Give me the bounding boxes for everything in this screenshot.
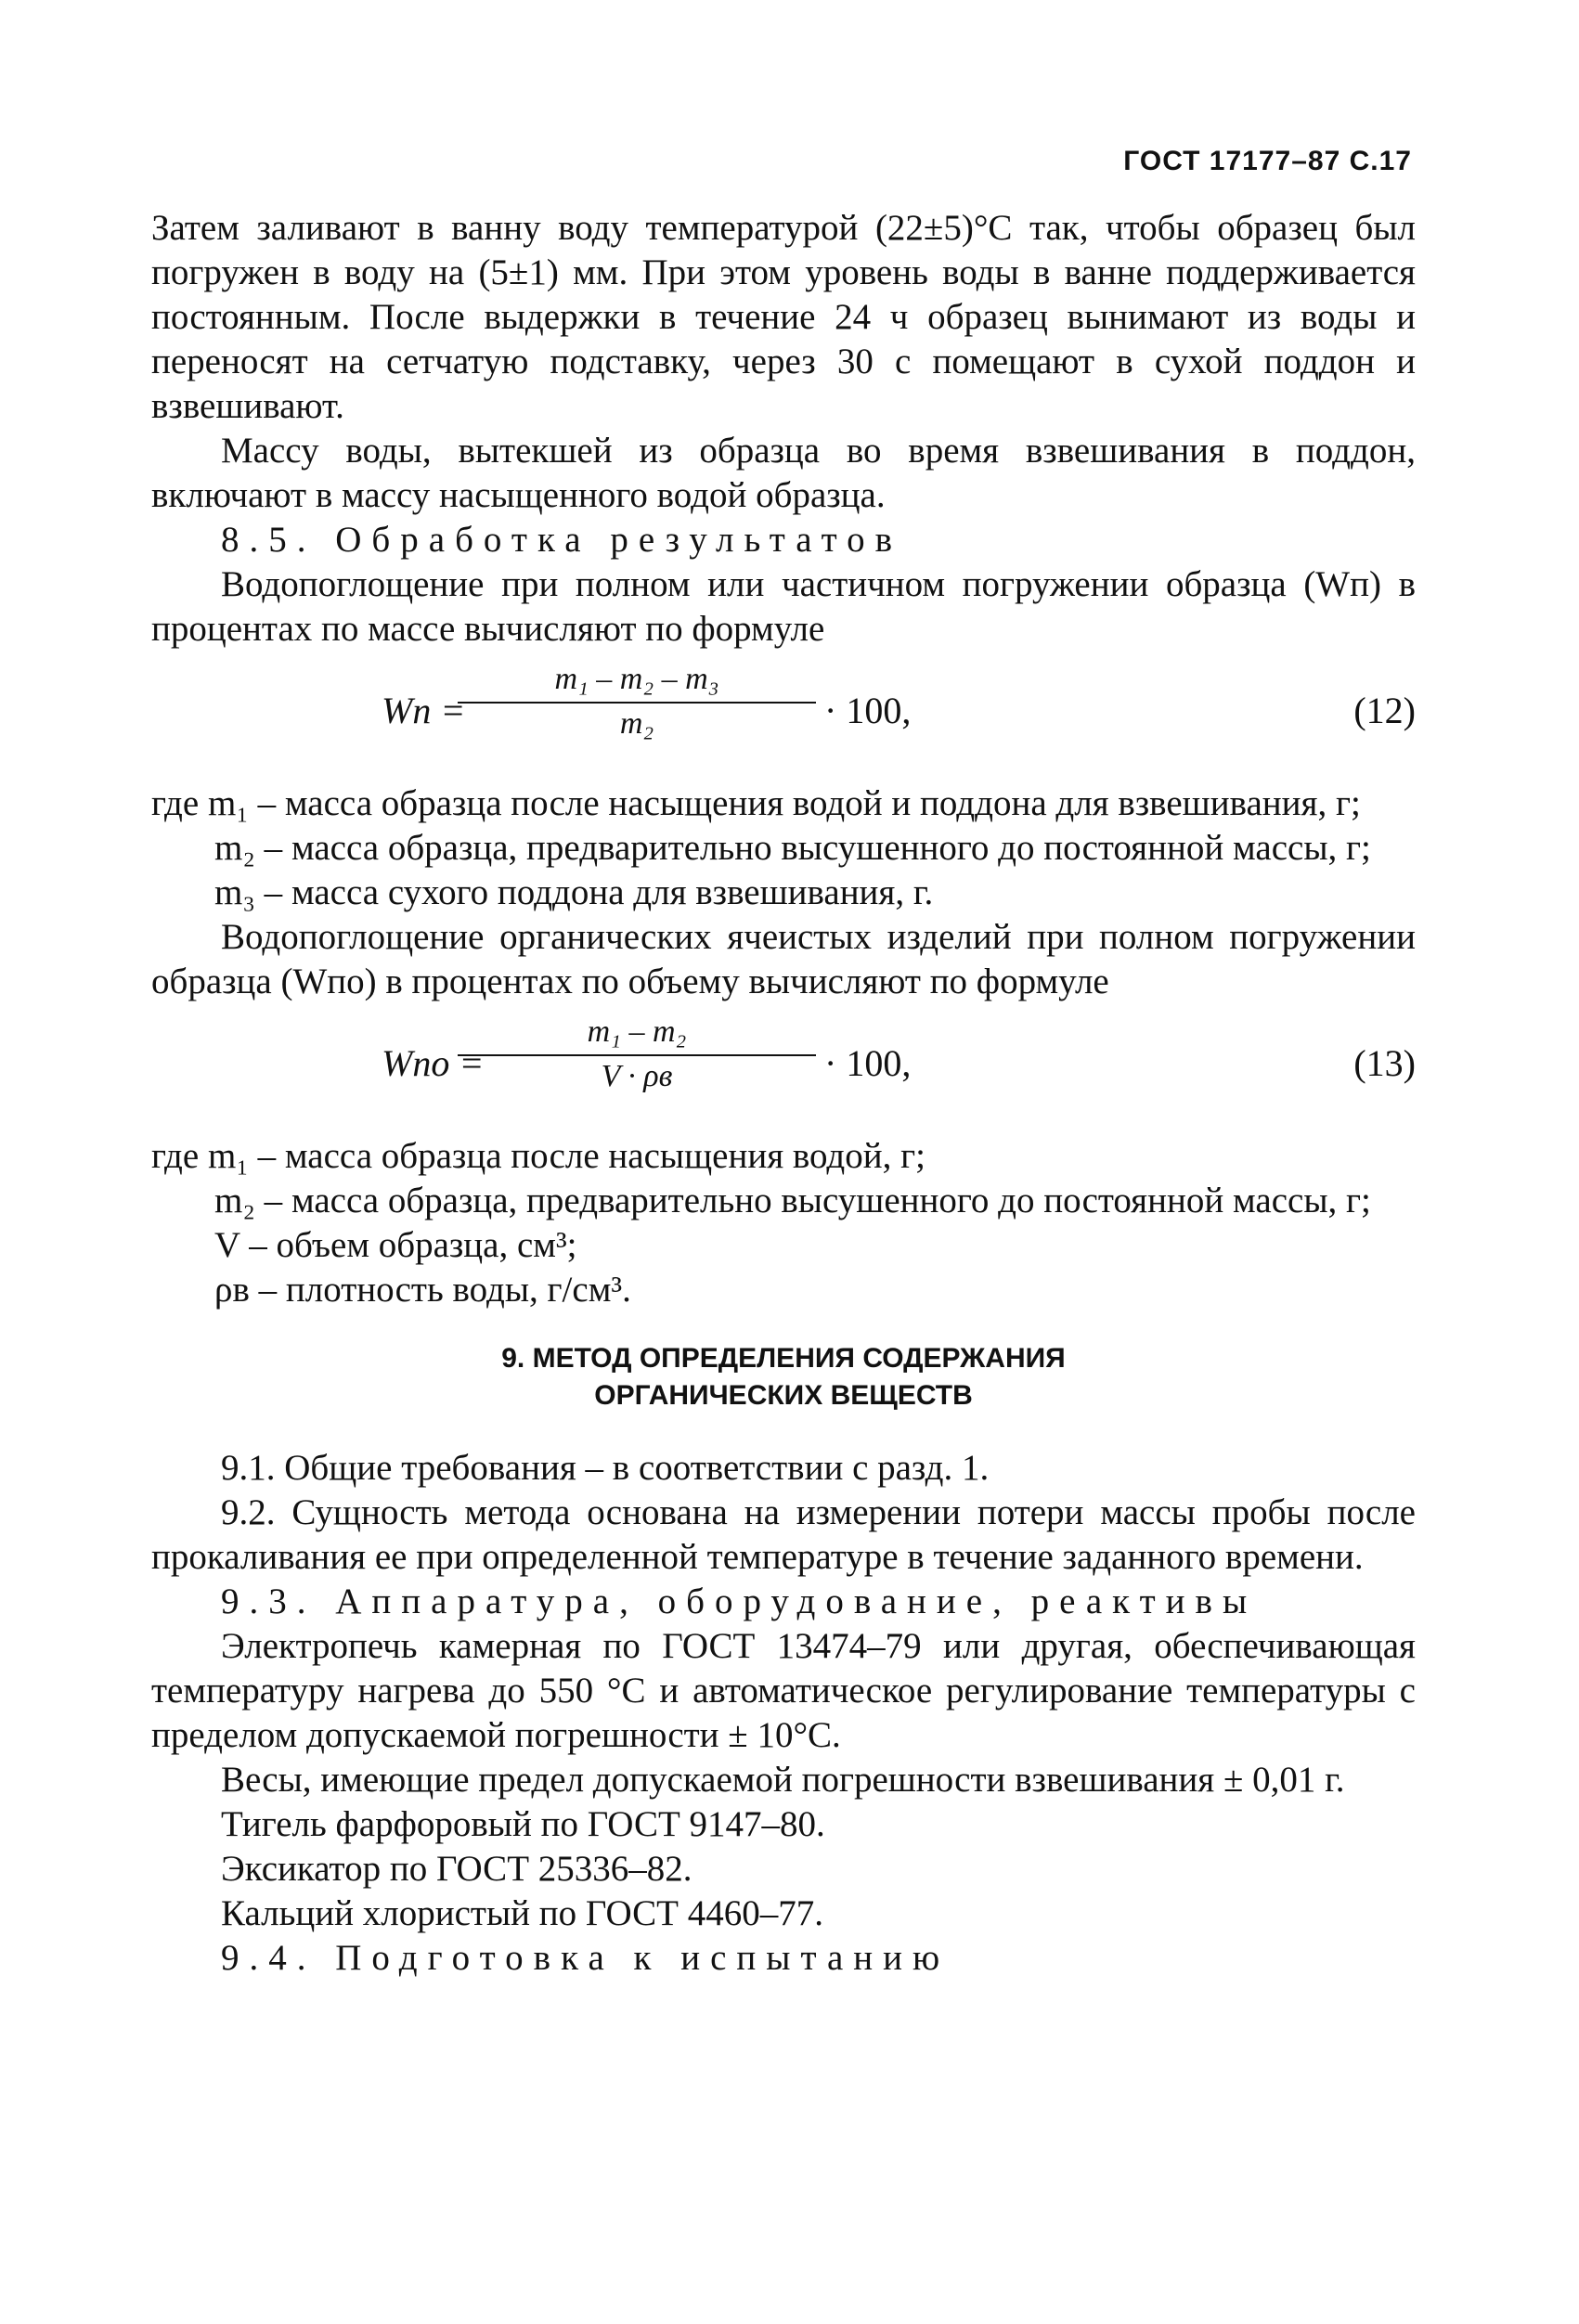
definition-item xyxy=(151,1179,1416,1223)
definition-text: масса образца после насыщения водой, г; xyxy=(284,1136,925,1176)
formula-numerator: m₁ – m₂ – m₃ xyxy=(458,661,816,704)
subsection-heading: 9.3. Аппаратура, оборудование, реактивы xyxy=(221,1582,1258,1621)
definition-item xyxy=(151,1134,1416,1179)
definition-text: масса образца после насыщения водой и поддона для взвешивания, г; xyxy=(284,783,1361,823)
paragraph: Водопоглощение при полном или частичном погружении образца (Wп) в процентах по массе вычисляют по формуле xyxy=(151,564,1416,649)
definition-item xyxy=(151,871,1416,915)
definition-item xyxy=(151,1223,1416,1268)
paragraph: Электропечь камерная по ГОСТ 13474–79 или другая, обеспечивающая температуру нагрева до 550 °С и автоматическое регулирование температуры с пределом допускаемой погрешности ± 10°С. xyxy=(151,1626,1416,1755)
paragraph: Тигель фарфоровый по ГОСТ 9147–80. xyxy=(221,1804,825,1844)
formula-fraction xyxy=(458,661,816,744)
formula-13 xyxy=(151,1014,1416,1121)
definition-label: где m₁ – xyxy=(151,783,285,823)
formula-lhs: Wпо = xyxy=(382,1042,485,1084)
definition-label: ρв – xyxy=(214,1270,286,1310)
definition-item xyxy=(151,781,1416,826)
definition-text: объем образца, см³; xyxy=(276,1225,577,1265)
formula-multiplier: · 100, xyxy=(824,1042,912,1084)
formula-12 xyxy=(151,661,1416,768)
paragraph: Водопоглощение органических ячеистых изделий при полном погружении образца (Wпо) в процентах по объему вычисляют по формуле xyxy=(151,917,1416,1001)
page-header: ГОСТ 17177–87 С.17 xyxy=(1123,146,1412,176)
paragraph: Эксикатор по ГОСТ 25336–82. xyxy=(221,1849,692,1889)
definition-label: где m₁ – xyxy=(151,1136,285,1176)
section-heading-line: ОРГАНИЧЕСКИХ ВЕЩЕСТВ xyxy=(594,1380,973,1411)
definition-label: m₂ – xyxy=(214,828,291,868)
formula-fraction xyxy=(458,1014,816,1097)
formula-number: (13) xyxy=(1353,1042,1416,1084)
definition-label: m₂ – xyxy=(214,1181,291,1220)
paragraph: Затем заливают в ванну воду температурой (22±5)°С так, чтобы образец был погружен в воду на (5±1) мм. При этом уровень воды в ванне поддерживается постоянным. После выдержки в течение 24 ч образец вынимают из воды и переносят на сетчатую подставку, через 30 с помещают в сухой поддон и взвешивают. xyxy=(151,208,1416,426)
definition-item xyxy=(151,826,1416,871)
formula-denominator: V · ρв xyxy=(601,1059,673,1093)
paragraph: Кальций хлористый по ГОСТ 4460–77. xyxy=(221,1893,823,1933)
formula-denominator: m₂ xyxy=(619,706,654,741)
paragraph: 9.2. Сущность метода основана на измерении потери массы пробы после прокаливания ее при определенной температуре в течение заданного времени. xyxy=(151,1492,1416,1577)
paragraph: Массу воды, вытекшей из образца во время взвешивания в поддон, включают в массу насыщенного водой образца. xyxy=(151,431,1416,515)
definition-label: m₃ – xyxy=(214,872,291,912)
definition-item xyxy=(151,1268,1416,1312)
definition-text: масса образца, предварительно высушенного до постоянной массы, г; xyxy=(291,1181,1371,1220)
definition-text: масса сухого поддона для взвешивания, г. xyxy=(291,872,934,912)
formula-lhs: Wп = xyxy=(382,690,466,731)
definition-label: V – xyxy=(214,1225,277,1265)
definition-text: масса образца, предварительно высушенного до постоянной массы, г; xyxy=(291,828,1371,868)
definition-text: плотность воды, г/см³. xyxy=(285,1270,631,1310)
document-body xyxy=(151,206,1416,1981)
paragraph: 9.1. Общие требования – в соответствии с разд. 1. xyxy=(221,1448,990,1488)
formula-multiplier: · 100, xyxy=(824,690,912,731)
section-heading-line: 9. МЕТОД ОПРЕДЕЛЕНИЯ СОДЕРЖАНИЯ xyxy=(501,1343,1066,1374)
section-heading xyxy=(151,1340,1416,1414)
subsection-heading: 8.5. Обработка результатов xyxy=(221,520,903,560)
formula-numerator: m₁ – m₂ xyxy=(458,1014,816,1056)
paragraph: Весы, имеющие предел допускаемой погрешности взвешивания ± 0,01 г. xyxy=(221,1760,1345,1800)
subsection-heading: 9.4. Подготовка к испытанию xyxy=(221,1938,951,1978)
formula-number: (12) xyxy=(1353,690,1416,731)
